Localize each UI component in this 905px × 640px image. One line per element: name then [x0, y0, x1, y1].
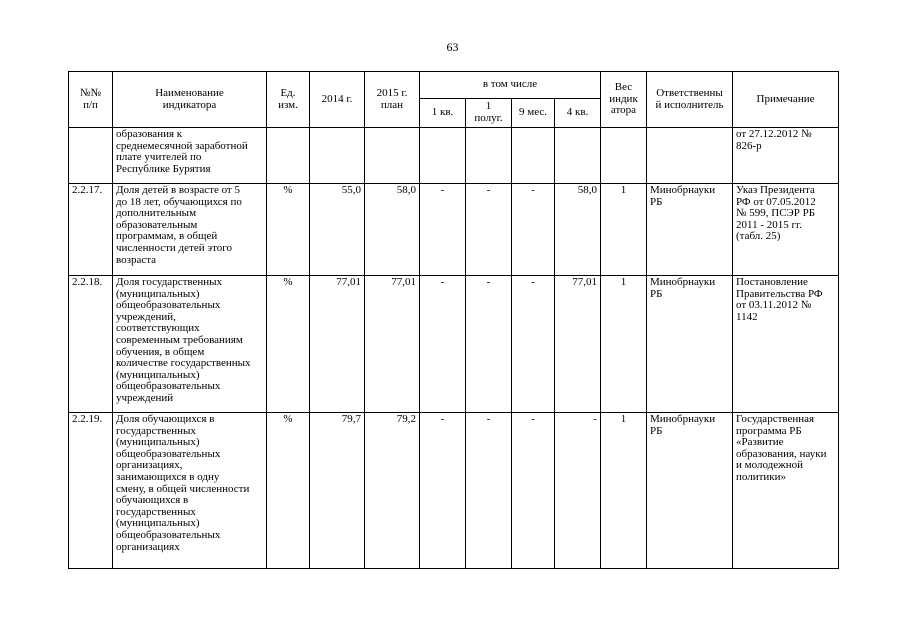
text-line: количестве государственных: [116, 357, 251, 370]
cell-num: 2.2.19.: [69, 413, 113, 569]
cell-2014: 79,7: [310, 413, 365, 569]
table-row: [69, 413, 839, 569]
text-line: 9 мес.: [519, 106, 547, 119]
text-line: политики»: [736, 470, 787, 483]
text-line: й исполнитель: [655, 98, 724, 111]
text-line: 2015 г.: [376, 86, 408, 99]
text-line: общеобразовательных: [116, 380, 221, 393]
text-line: Постановление: [736, 276, 808, 288]
cell-note: [733, 128, 839, 184]
text-line: учреждений,: [116, 310, 176, 323]
text-line: Ответственны: [656, 86, 723, 99]
cell-weight: [601, 128, 647, 184]
text-line: занимающихся в одну: [116, 470, 220, 483]
text-line: до 18 лет, обучающихся по: [116, 195, 242, 208]
page-number: 63: [446, 40, 459, 54]
cell-q4: [555, 128, 601, 184]
text-line: (табл. 25): [736, 230, 781, 243]
text-line: смену, в общей численности: [116, 482, 250, 495]
cell-q1: -: [420, 184, 466, 276]
text-line: образования к: [116, 128, 183, 140]
cell-name: [113, 128, 267, 184]
cell-9-months: -: [512, 184, 555, 276]
text-line: и молодежной: [736, 459, 803, 472]
cell-2015-plan: 77,01: [365, 276, 420, 413]
cell-2015-plan: 58,0: [365, 184, 420, 276]
table-row: [69, 184, 839, 276]
text-line: «Развитие: [736, 436, 784, 449]
text-line: обучающихся в: [116, 494, 189, 507]
text-line: программам, в общей: [116, 230, 218, 243]
text-line: 1 кв.: [431, 106, 454, 119]
text-line: Правительства РФ: [736, 287, 823, 300]
header-num: [69, 72, 113, 128]
cell-q4: 58,0: [555, 184, 601, 276]
header-2015-plan: [365, 72, 420, 128]
header-half-year: [466, 99, 512, 128]
indicators-table: [68, 71, 839, 569]
cell-q1: [420, 128, 466, 184]
cell-note: [733, 184, 839, 276]
cell-2014: [310, 128, 365, 184]
text-line: от 03.11.2012 №: [736, 299, 812, 312]
cell-q4: -: [555, 413, 601, 569]
text-line: программа РБ: [736, 424, 802, 437]
cell-name: [113, 276, 267, 413]
cell-half-year: [466, 128, 512, 184]
text-line: Государственная: [736, 413, 815, 425]
text-line: полуг.: [474, 112, 503, 124]
text-line: индик: [609, 92, 638, 105]
text-line: 1: [485, 100, 492, 113]
text-line: среднемесячной заработной: [116, 139, 248, 152]
header-unit: [267, 72, 310, 128]
cell-name: [113, 413, 267, 569]
text-line: Доля государственных: [116, 276, 223, 288]
header-name: [113, 72, 267, 128]
cell-unit: %: [267, 276, 310, 413]
text-line: (муниципальных): [116, 436, 200, 449]
text-line: Доля обучающихся в: [116, 413, 215, 425]
table-row: [69, 128, 839, 184]
cell-responsible: [647, 128, 733, 184]
cell-weight: 1: [601, 184, 647, 276]
header-q1: [420, 99, 466, 128]
cell-q1: -: [420, 276, 466, 413]
text-line: (муниципальных): [116, 517, 200, 530]
cell-2015-plan: [365, 128, 420, 184]
cell-2015-plan: 79,2: [365, 413, 420, 569]
text-line: п/п: [83, 98, 98, 111]
cell-half-year: -: [466, 184, 512, 276]
text-line: Вес: [614, 81, 633, 94]
header-note: [733, 72, 839, 128]
text-line: от 27.12.2012 №: [736, 128, 812, 140]
text-line: 2011 - 2015 гг.: [736, 218, 803, 231]
header-responsible: [647, 72, 733, 128]
text-line: (муниципальных): [116, 287, 200, 300]
cell-half-year: -: [466, 276, 512, 413]
text-line: образовательным: [116, 218, 198, 231]
text-line: общеобразовательных: [116, 447, 221, 460]
text-line: РБ: [650, 195, 663, 208]
text-line: РБ: [650, 287, 663, 300]
text-line: Минобрнауки: [650, 276, 716, 288]
text-line: общеобразовательных: [116, 528, 221, 541]
cell-9-months: -: [512, 413, 555, 569]
text-line: индикатора: [162, 98, 217, 111]
text-line: дополнительным: [116, 207, 197, 220]
cell-9-months: -: [512, 276, 555, 413]
cell-unit: [267, 128, 310, 184]
text-line: соответствующих: [116, 322, 200, 335]
text-line: организациях,: [116, 459, 183, 472]
text-line: Указ Президента: [736, 184, 815, 196]
text-line: организациях: [116, 540, 180, 553]
text-line: изм.: [278, 98, 298, 111]
header-2014: [310, 72, 365, 128]
text-line: Ед.: [280, 86, 296, 99]
text-line: государственных: [116, 505, 196, 518]
text-line: № 599, ПСЭР РБ: [736, 207, 816, 220]
cell-responsible: [647, 413, 733, 569]
text-line: численности детей этого: [116, 241, 232, 254]
text-line: РБ: [650, 424, 663, 437]
text-line: №№: [80, 86, 101, 99]
text-line: Минобрнауки: [650, 184, 716, 196]
cell-responsible: [647, 276, 733, 413]
text-line: образования, науки: [736, 447, 827, 460]
cell-note: [733, 413, 839, 569]
cell-note: [733, 276, 839, 413]
text-line: РФ от 07.05.2012: [736, 195, 816, 208]
text-line: Примечание: [756, 92, 815, 105]
cell-unit: %: [267, 413, 310, 569]
text-line: возраста: [116, 253, 157, 266]
text-line: 2014 г.: [321, 92, 353, 105]
text-line: Республике Бурятия: [116, 162, 211, 175]
text-line: общеобразовательных: [116, 299, 221, 312]
text-line: плате учителей по: [116, 151, 202, 164]
header-q4: [555, 99, 601, 128]
cell-unit: %: [267, 184, 310, 276]
cell-weight: 1: [601, 276, 647, 413]
text-line: Минобрнауки: [650, 413, 716, 425]
text-line: 4 кв.: [566, 106, 589, 119]
cell-responsible: [647, 184, 733, 276]
text-line: обучения, в общем: [116, 345, 205, 358]
text-line: (муниципальных): [116, 368, 200, 381]
cell-9-months: [512, 128, 555, 184]
cell-num: 2.2.17.: [69, 184, 113, 276]
cell-name: [113, 184, 267, 276]
cell-2014: 77,01: [310, 276, 365, 413]
cell-q1: -: [420, 413, 466, 569]
cell-num: 2.2.18.: [69, 276, 113, 413]
text-line: Доля детей в возрасте от 5: [116, 184, 240, 196]
header-9-months: [512, 99, 555, 128]
text-line: учреждений: [116, 391, 174, 404]
cell-half-year: -: [466, 413, 512, 569]
text-line: Наименование: [155, 86, 224, 99]
header-weight: [601, 72, 647, 128]
text-line: 1142: [736, 310, 758, 323]
cell-weight: 1: [601, 413, 647, 569]
header-including: в том числе: [420, 72, 601, 99]
text-line: атора: [610, 104, 637, 117]
text-line: государственных: [116, 424, 196, 437]
table-row: [69, 276, 839, 413]
text-line: 826-р: [736, 139, 762, 152]
cell-q4: 77,01: [555, 276, 601, 413]
cell-num: [69, 128, 113, 184]
text-line: современным требованиям: [116, 333, 243, 346]
text-line: план: [380, 98, 404, 111]
cell-2014: 55,0: [310, 184, 365, 276]
